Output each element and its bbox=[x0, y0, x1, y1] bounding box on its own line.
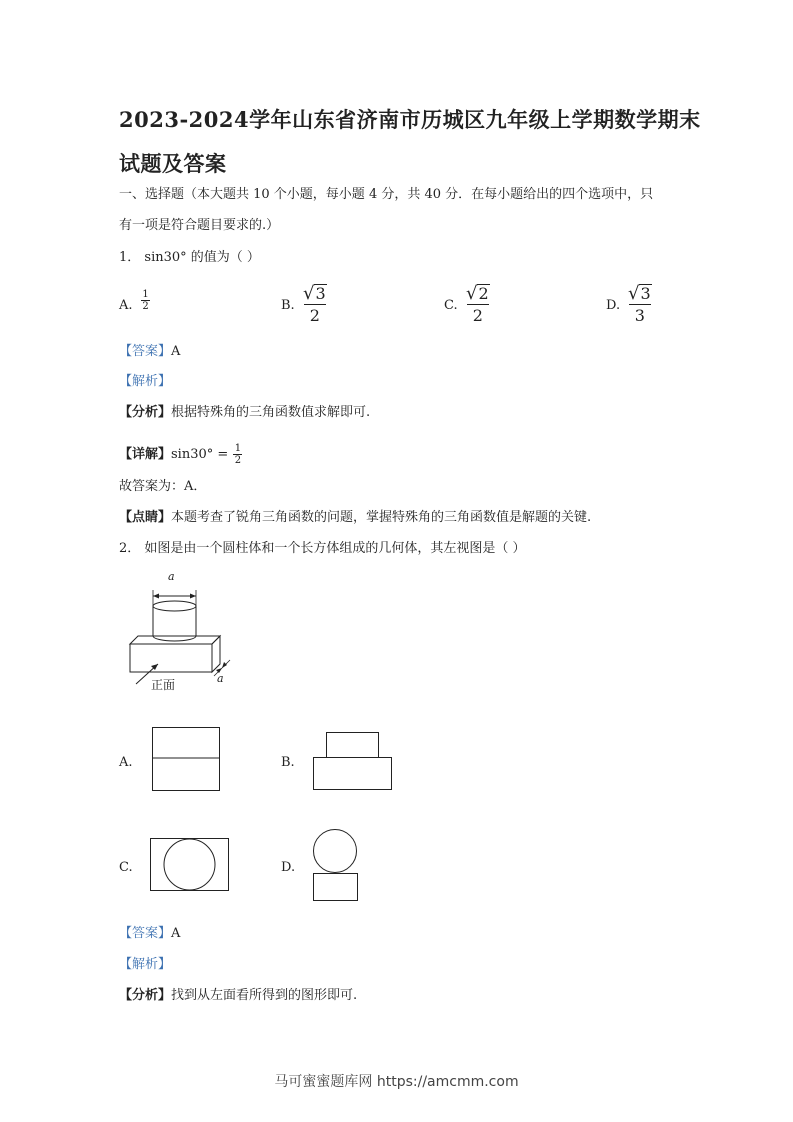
q1-fenxi-line bbox=[119, 405, 370, 421]
q1-conclusion: 故答案为：A． bbox=[119, 479, 207, 494]
fraction-denominator: 2 bbox=[142, 301, 149, 312]
sqrt-radicand: 3 bbox=[640, 284, 651, 303]
q2-fenxi-line bbox=[119, 988, 357, 1004]
q2-option-a-figure bbox=[152, 727, 222, 793]
q1-answer-line bbox=[119, 344, 180, 360]
figure-label-front: 正面 bbox=[151, 678, 176, 692]
doc-title-line2: 试题及答案 bbox=[119, 151, 227, 176]
q1-stem: 1． sin30° 的值为（ ） bbox=[119, 250, 260, 265]
dianjing-tag: 【点睛】 bbox=[119, 510, 172, 525]
q2-option-c-figure bbox=[150, 838, 232, 894]
section-header-line1: 一、选择题（本大题共 10 个小题，每小题 4 分，共 40 分．在每小题给出的四个选项中，只 bbox=[119, 187, 654, 202]
q1-option-c-label: C. bbox=[444, 298, 458, 313]
q1-option-b-fraction: √ 3 2 bbox=[303, 283, 326, 325]
fraction-numerator: 1 bbox=[234, 443, 242, 454]
xiangjie-text: sin30° = bbox=[171, 447, 229, 462]
fraction-denominator: 2 bbox=[234, 455, 242, 466]
fraction-numerator: 1 bbox=[142, 289, 149, 300]
sqrt-radicand: 3 bbox=[315, 284, 326, 303]
q2-analysis-tag: 【解析】 bbox=[119, 957, 172, 972]
answer-tag: 【答案】 bbox=[119, 926, 172, 941]
q1-option-b-label: B. bbox=[281, 298, 295, 313]
q2-option-b-figure bbox=[313, 732, 395, 792]
figure-label-a-top: a bbox=[168, 570, 175, 583]
footer-watermark: 马可蜜蜜题库网 https://amcmm.com bbox=[274, 1074, 519, 1090]
q1-option-a-label: A. bbox=[119, 298, 133, 313]
fraction-denominator: 2 bbox=[472, 306, 483, 325]
xiangjie-tag: 【详解】 bbox=[119, 447, 172, 462]
fraction-denominator: 3 bbox=[634, 306, 645, 325]
fraction-denominator: 2 bbox=[309, 306, 320, 325]
fenxi-tag: 【分析】 bbox=[119, 405, 172, 420]
q2-answer-line bbox=[119, 926, 180, 942]
q2-solid-figure bbox=[118, 580, 248, 695]
q1-option-d-fraction: √ 3 3 bbox=[628, 283, 651, 325]
q1-option-d-label: D. bbox=[606, 298, 621, 313]
q1-dianjing-line bbox=[119, 510, 591, 526]
fenxi-tag: 【分析】 bbox=[119, 988, 172, 1003]
answer-value: A bbox=[171, 926, 181, 941]
dianjing-text: 本题考查了锐角三角函数的问题，掌握特殊角的三角函数值是解题的关键. bbox=[171, 510, 592, 525]
q1-xiangjie-line bbox=[119, 443, 242, 466]
q1-option-c-fraction: √ 2 2 bbox=[466, 283, 489, 325]
q2-option-a-label: A. bbox=[119, 755, 133, 770]
q2-option-d-figure bbox=[312, 829, 362, 903]
fenxi-text: 根据特殊角的三角函数值求解即可. bbox=[171, 405, 371, 420]
section-header-line2: 有一项是符合题目要求的.） bbox=[119, 218, 280, 233]
answer-value: A bbox=[171, 344, 181, 359]
q1-analysis-tag: 【解析】 bbox=[119, 374, 172, 389]
q2-option-b-label: B. bbox=[281, 755, 295, 770]
fenxi-text: 找到从左面看所得到的图形即可. bbox=[171, 988, 358, 1003]
q1-option-a-fraction bbox=[141, 289, 150, 312]
doc-title-line1: 2023-2024学年山东省济南市历城区九年级上学期数学期末 bbox=[119, 107, 701, 132]
figure-label-a-right: a bbox=[217, 672, 224, 685]
sqrt-radicand: 2 bbox=[478, 284, 489, 303]
q2-stem: 2． 如图是由一个圆柱体和一个长方体组成的几何体，其左视图是（ ） bbox=[119, 541, 526, 556]
q2-option-d-label: D. bbox=[281, 860, 296, 875]
q2-option-c-label: C. bbox=[119, 860, 133, 875]
answer-tag: 【答案】 bbox=[119, 344, 172, 359]
